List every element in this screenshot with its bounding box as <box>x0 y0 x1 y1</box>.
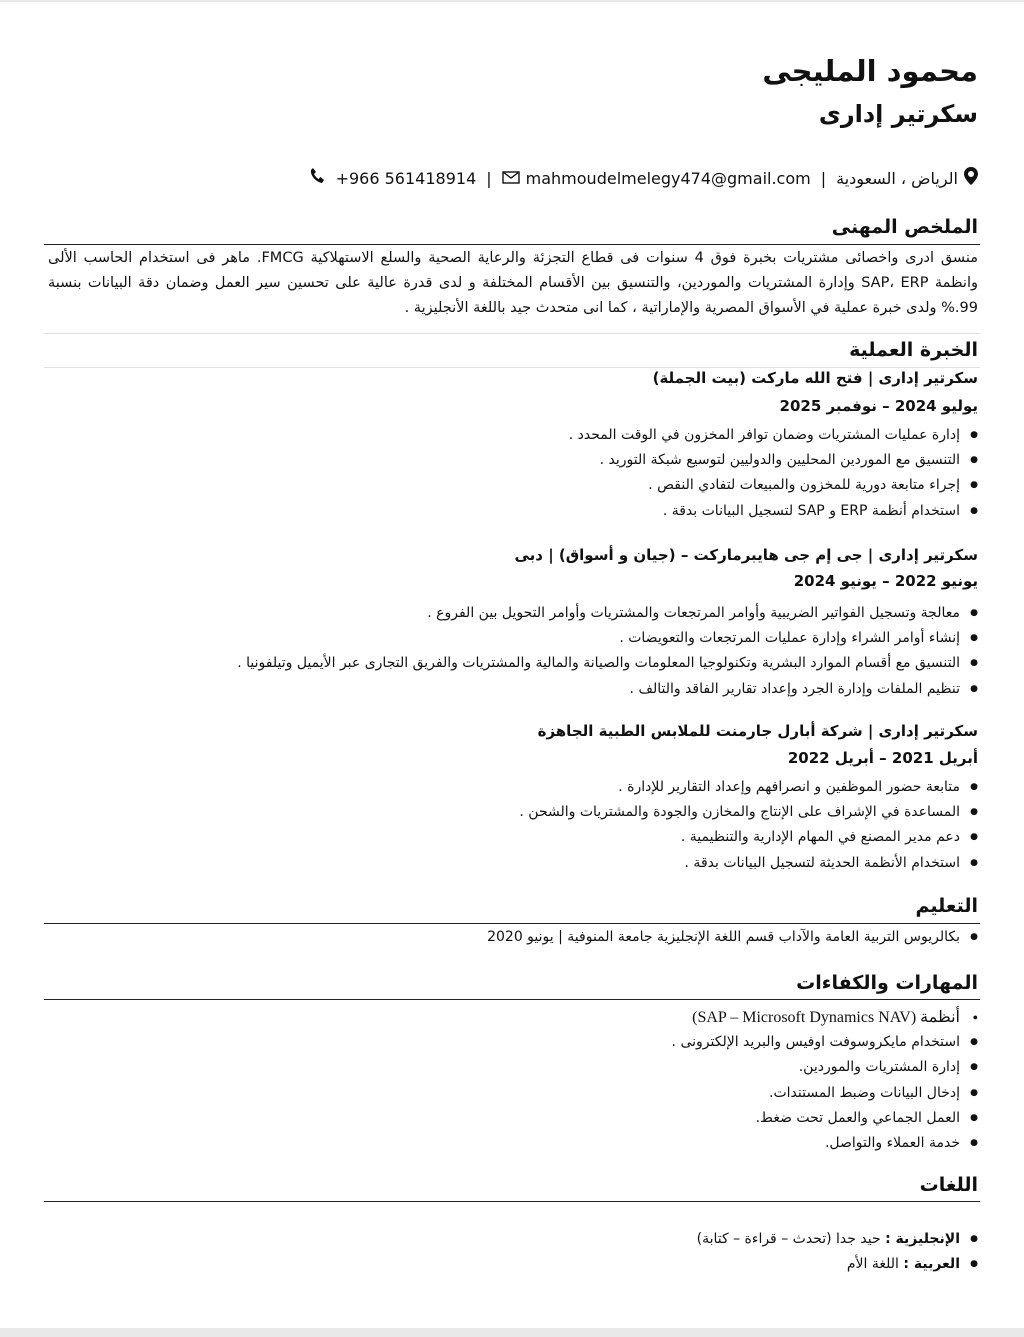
list-item <box>697 1252 978 1277</box>
list-item: ● إدخال البيانات وضبط المستندات. <box>672 1081 978 1106</box>
job-2-dates: يونيو 2022 – يونيو 2024 <box>793 572 978 590</box>
list-item <box>697 1227 978 1252</box>
languages-list <box>697 1227 978 1277</box>
candidate-name: محمود المليجى <box>762 54 978 88</box>
list-item: ● إنشاء أوامر الشراء وإدارة عمليات المرتجعات والتعويضات . <box>237 626 978 651</box>
job-3-dates: أبريل 2021 – أبريل 2022 <box>787 749 978 767</box>
languages-divider <box>44 1201 980 1202</box>
list-item: ● أنظمة (SAP – Microsoft Dynamics NAV) <box>672 1005 978 1030</box>
language-level: اللغة الأم <box>846 1256 899 1273</box>
language-name: الإنجليزية : <box>885 1231 960 1247</box>
email-icon <box>502 169 520 188</box>
list-item: ● التنسيق مع الموردين المحليين والدوليين لتوسيع شبكة التوريد . <box>569 448 978 473</box>
list-item: ● استخدام أنظمة ERP و SAP لتسجيل البيانات بدقة . <box>569 499 978 524</box>
list-item: ● بكالريوس التربية العامة والآداب قسم اللغة الإنجليزية جامعة المنوفية | يونيو 2020 <box>487 925 978 950</box>
job-1-dates: يوليو 2024 – نوفمبر 2025 <box>779 397 978 415</box>
job-1-title: سكرتير إدارى | فتح الله ماركت (بيت الجملة) <box>652 369 978 387</box>
language-level: حيد جدا (تحدث – قراءة – كتابة) <box>696 1231 881 1247</box>
list-item: ● استخدام مايكروسوفت اوفيس والبريد الإلكترونى . <box>672 1030 978 1055</box>
skills-heading: المهارات والكفاءات <box>796 972 978 994</box>
phone-icon <box>310 168 324 188</box>
job-3-bullets <box>519 775 978 876</box>
contact-separator: | <box>820 168 827 188</box>
list-item: ● دعم مدير المصنع في المهام الإدارية والتنظيمية . <box>519 825 978 850</box>
education-heading: التعليم <box>915 895 978 917</box>
list-item: ● خدمة العملاء والتواصل. <box>672 1131 978 1156</box>
skills-list <box>672 1005 978 1156</box>
skills-divider <box>44 999 980 1000</box>
list-item: ● التنسيق مع أقسام الموارد البشرية وتكنولوجيا المعلومات والصيانة والمالية والمشتريات والفريق التجارى عبر الأيميل وتيلفونيا . <box>237 651 978 676</box>
list-item: ● إجراء متابعة دورية للمخزون والمبيعات لتفادي النقص . <box>569 473 978 498</box>
job-2-bullets <box>237 601 978 702</box>
list-item: ● استخدام الأنظمة الحديثة لتسجيل البيانات بدقة . <box>519 851 978 876</box>
list-item: ● معالجة وتسجيل الفواتير الضريبية وأوامر المرتجعات والمشتريات وأوامر التحويل بين الفروع . <box>237 601 978 626</box>
language-name: العربية : <box>903 1256 960 1273</box>
list-item: ● العمل الجماعي والعمل تحت ضغط. <box>672 1106 978 1131</box>
experience-divider <box>44 367 980 368</box>
languages-heading: اللغات <box>919 1174 978 1196</box>
resume-page <box>0 2 1024 1328</box>
list-item: ● متابعة حضور الموظفين و انصرافهم وإعداد التقارير للإدارة . <box>519 775 978 800</box>
location-text: الرياض ، السعودية <box>836 168 958 188</box>
phone-text[interactable]: +966 561418914 <box>335 168 477 188</box>
email-text[interactable]: mahmoudelmelegy474@gmail.com <box>525 168 811 188</box>
education-divider <box>44 923 980 924</box>
summary-heading: الملخص المهنى <box>831 216 978 238</box>
list-item: ● تنظيم الملفات وإدارة الجرد وإعداد تقارير الفاقد والتالف . <box>237 677 978 702</box>
experience-top-divider <box>44 333 980 334</box>
contact-separator-2: | <box>486 168 492 188</box>
job-1-bullets <box>569 423 978 524</box>
job-2-title: سكرتير إدارى | جى إم جى هايبرماركت – (جيان و أسواق) | دبى <box>514 546 978 564</box>
job-title: سكرتير إدارى <box>818 100 978 128</box>
list-item: ● المساعدة في الإشراف على الإنتاج والمخازن والجودة والمشتريات والشحن . <box>519 800 978 825</box>
education-list <box>487 925 978 950</box>
job-3-title: سكرتير إدارى | شركة أبارل جارمنت للملابس الطبية الجاهزة <box>537 722 978 740</box>
experience-heading: الخبرة العملية <box>849 339 978 361</box>
summary-divider <box>44 244 980 245</box>
summary-text: منسق ادرى واخصائى مشتريات بخبرة فوق 4 سنوات فى قطاع التجزئة والرعاية الصحية والسلع الاستهلاكية FMCG. ماهر فى استخدام الحاسب الألى وانظمة SAP، ERP وإدارة المشتريات والموردين، والتنسيق بين الأقسام المختلفة و لدى قدرة عالية على تحسين سير العمل وضمان دقة البيانات بنسبة 99.% ولدى خبرة عملية في الأسواق المصرية والإماراتية ، كما انى متحدث جيد باللغة الأنجليزية . <box>48 250 978 316</box>
list-item: ● إدارة عمليات المشتريات وضمان توافر المخزون في الوقت المحدد . <box>569 423 978 448</box>
contact-line <box>310 167 978 189</box>
list-item: ● إدارة المشتريات والموردين. <box>672 1055 978 1080</box>
location-pin-icon <box>964 167 978 189</box>
